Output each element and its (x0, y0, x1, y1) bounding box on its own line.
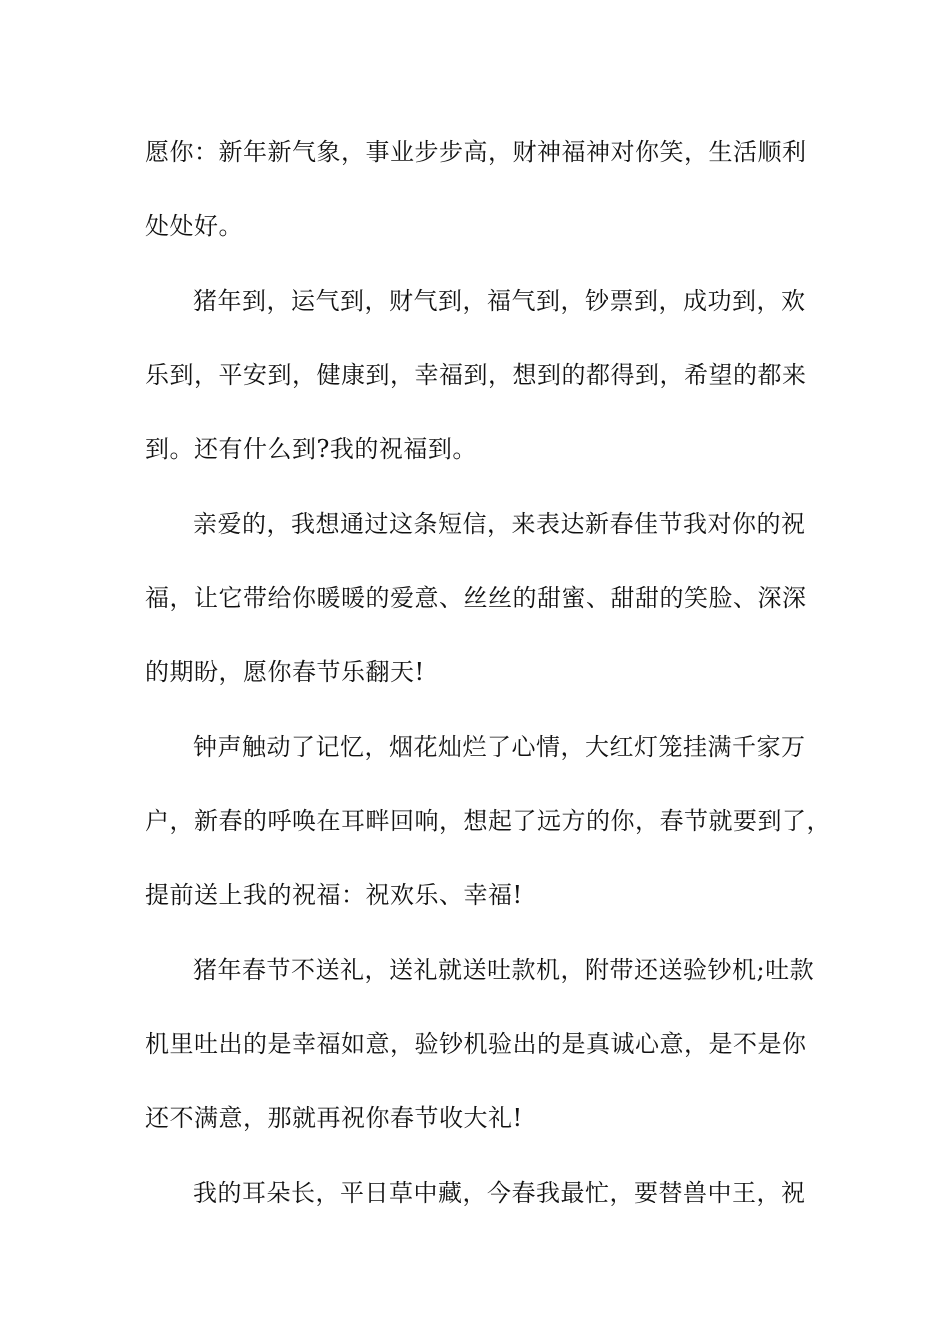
text-line-4: 乐到，平安到，健康到，幸福到，想到的都得到，希望的都来 (145, 361, 807, 389)
text-line-13: 机里吐出的是幸福如意，验钞机验出的是真诚心意，是不是你 (145, 1030, 807, 1058)
text-line-11: 提前送上我的祝福：祝欢乐、幸福! (145, 881, 523, 909)
text-line-1: 愿你：新年新气象，事业步步高，财神福神对你笑，生活顺利 (145, 138, 807, 166)
text-line-15: 我的耳朵长，平日草中藏，今春我最忙，要替兽中王，祝 (193, 1179, 806, 1207)
text-line-10: 户，新春的呼唤在耳畔回响，想起了远方的你，春节就要到了， (145, 807, 831, 835)
text-line-14: 还不满意，那就再祝你春节收大礼! (145, 1104, 523, 1132)
text-line-12: 猪年春节不送礼，送礼就送吐款机，附带还送验钞机;吐款 (193, 956, 815, 984)
text-line-3: 猪年到，运气到，财气到，福气到，钞票到，成功到，欢 (193, 287, 806, 315)
text-line-8: 的期盼，愿你春节乐翻天! (145, 658, 425, 686)
text-line-6: 亲爱的，我想通过这条短信，来表达新春佳节我对你的祝 (193, 510, 806, 538)
text-line-7: 福，让它带给你暖暖的爱意、丝丝的甜蜜、甜甜的笑脸、深深 (145, 584, 807, 612)
text-line-2: 处处好。 (145, 212, 243, 240)
text-line-5: 到。还有什么到?我的祝福到。 (145, 435, 477, 463)
text-line-9: 钟声触动了记忆，烟花灿烂了心情，大红灯笼挂满千家万 (193, 733, 806, 761)
